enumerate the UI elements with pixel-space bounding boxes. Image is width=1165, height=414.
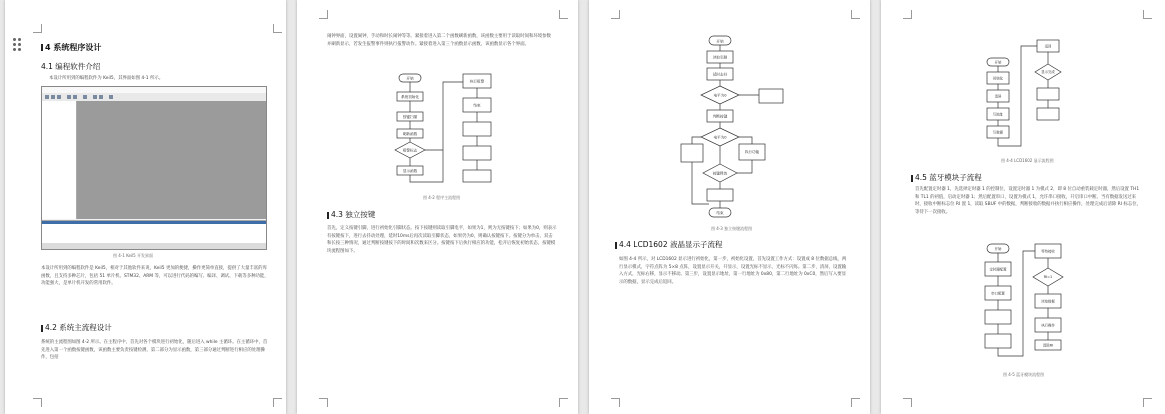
- margin-mark: [903, 398, 912, 407]
- figure-caption: 图 4-4 LCD1602 显示流程图: [1001, 158, 1054, 163]
- figure-caption: 图 4-5 蓝牙模块流程图: [1003, 372, 1045, 377]
- svg-text:刷新函数: 刷新函数: [402, 132, 418, 136]
- subsection-heading: 4.1 编程软件介绍: [41, 62, 101, 71]
- margin-mark: [559, 10, 568, 19]
- drag-handle-icon[interactable]: [13, 38, 23, 50]
- ide-project-pane: [42, 101, 77, 219]
- svg-text:结束: 结束: [473, 103, 481, 108]
- svg-text:执行功能: 执行功能: [744, 150, 760, 154]
- svg-text:按键释放: 按键释放: [712, 171, 728, 176]
- svg-text:写地址: 写地址: [992, 112, 1004, 117]
- subsection-heading: 4.3 独立按键: [327, 209, 375, 220]
- subsection-heading: 4.5 蓝牙模块子流程: [911, 172, 982, 183]
- margin-mark: [319, 10, 328, 19]
- svg-text:系统初始化: 系统初始化: [401, 95, 419, 99]
- svg-text:按键扫描: 按键扫描: [402, 115, 418, 119]
- margin-mark: [33, 398, 42, 407]
- lcd-flowchart: [981, 36, 1071, 156]
- paragraph: 首先配置定时器 1，先选择定时器 1 的控制位，设置定时器 1 为模式 2，即 8 位自动重装载定时器，然后设置 TH1 和 TL1 的初值，启动定时器 1；然后配置串口，设置为模式 1，允许串口接收，开启串口中断。当有数据发送过来时，接收中断标志位 RI 置 1，读取 SBUF 中的数据，判断接收的数据并执行相应操作，处理完成后清除 RI 标志位，等待下一次接收。: [915, 187, 1141, 215]
- ide-output-pane: [42, 220, 266, 243]
- page-4: [881, 0, 1165, 414]
- figure-caption: 图 4-1 Keil5 开发界面: [113, 253, 153, 258]
- margin-mark: [559, 398, 568, 407]
- svg-text:开始: 开始: [716, 39, 724, 44]
- margin-mark: [273, 398, 282, 407]
- figure-caption: 图 4-3 独立按键流程图: [711, 226, 753, 231]
- ide-editor-area: [77, 101, 266, 219]
- paragraph: 闹钟界面，设置闹钟，手动和时长闹钟等等。紧接着进入第二个函数刷新函数，该函数主要用于读取时间和环境参数并刷新显示，若发生报警事件则执行报警动作。紧接着进入第三个函数显示函数，该函数显示各个界面。: [327, 34, 551, 47]
- flow-node-side-3: [463, 122, 491, 136]
- section-heading: 4 系统程序设计: [41, 42, 101, 53]
- page-1: [5, 0, 286, 414]
- svg-text:开始: 开始: [406, 76, 414, 81]
- svg-text:串口配置: 串口配置: [991, 291, 1005, 296]
- key-flowchart: [679, 34, 789, 224]
- svg-text:写数据: 写数据: [992, 130, 1004, 135]
- svg-text:RI=1: RI=1: [1043, 275, 1053, 279]
- ide-statusbar: [42, 243, 266, 249]
- svg-text:初始化: 初始化: [992, 76, 1004, 81]
- flow-node-side-4: [463, 146, 491, 160]
- svg-text:等待接收: 等待接收: [1041, 249, 1055, 254]
- margin-mark: [851, 10, 860, 19]
- margin-mark: [273, 24, 282, 33]
- margin-mark: [1143, 398, 1152, 407]
- svg-text:结束: 结束: [716, 211, 724, 215]
- svg-text:读取数据: 读取数据: [1041, 299, 1055, 304]
- svg-text:报警标志: 报警标志: [402, 148, 418, 153]
- svg-text:电平为0: 电平为0: [713, 135, 727, 140]
- svg-text:清除RI: 清除RI: [1042, 343, 1054, 348]
- bluetooth-flowchart: [981, 240, 1071, 370]
- flow-node-side-5: [463, 170, 491, 182]
- svg-text:读取引脚: 读取引脚: [712, 55, 728, 60]
- svg-text:电平为0: 电平为0: [713, 93, 727, 98]
- svg-text:延时去抖: 延时去抖: [712, 72, 728, 77]
- margin-mark: [611, 398, 620, 407]
- ide-screenshot: [41, 86, 267, 250]
- paragraph: 如图 4-4 所示，对 LCD1602 显示进行初始化，第一步，初始化设置，首先设置工作方式：设置成 8 位数据总线，两行显示模式，字符点阵为 5×8 点阵，设置显示开关，开显示，设置光标不显示，光标不闪烁。第二步，清屏，设置输入方式，光标右移，显示不移动。第三步，设置显示地址，第一行地址为 0x80，第二行地址为 0xC0，然后写入要显示的数据，显示完成后返回。: [619, 257, 847, 285]
- svg-text:开始: 开始: [994, 247, 1002, 251]
- margin-mark: [851, 398, 860, 407]
- paragraph: 首先，定义按键引脚，进行初始化引脚状态。按下按键则读取引脚电平，如果为1，则为无按键按下；如果为0，则表示有按键按下，进行去抖动处理，延时10ms后再次读取引脚状态，如果仍为0，则确认按键按下。按键分为单击、双击和长按三种情况，通过判断按键按下的时间和次数来区分。按键按下后执行相应的功能，松开后恢复初始状态，按键模块流程图如下。: [327, 226, 557, 254]
- svg-text:清屏: 清屏: [994, 94, 1002, 99]
- margin-mark: [319, 398, 328, 407]
- paragraph: 本设计所用到的编程软件为 Keil5，其界面如图 4-1 所示。: [49, 76, 164, 81]
- paragraph: 本设计所用到的编程软件是 Keil5，相对于其他软件来说，Keil5 更加的便捷，操作更简单直接，提供了大量丰富的库函数，且支持多种芯片，包括 51 单片机、STM32、ARM 等，可以进行代码的编写、编译、调试、下载等多种功能，功能强大，是单片机开发的常用软件。: [41, 266, 269, 287]
- subsection-heading: 4.2 系统主流程设计: [41, 322, 112, 333]
- subsection-heading: 4.4 LCD1602 液晶显示子流程: [615, 239, 722, 250]
- main-flowchart: [393, 70, 503, 190]
- svg-text:显示函数: 显示函数: [402, 169, 418, 173]
- paragraph: 系统的主流程图如图 4-2 所示。在主程序中，首先对各个模块进行初始化，随后进入 while 主循环。在主循环中，首先进入第一个函数按键函数，该函数主要负责按键检测，第二部分为显示函数，第三部分通过判断进行相应的处理操作，包括: [41, 340, 268, 361]
- svg-text:返回: 返回: [1044, 44, 1052, 49]
- svg-text:开始: 开始: [994, 60, 1002, 65]
- svg-text:判断按键: 判断按键: [712, 114, 728, 119]
- svg-text:显示完成: 显示完成: [1041, 70, 1055, 74]
- svg-text:执行报警: 执行报警: [469, 79, 485, 84]
- margin-mark: [611, 10, 620, 19]
- svg-text:执行操作: 执行操作: [1041, 323, 1055, 328]
- svg-text:定时器配置: 定时器配置: [989, 267, 1007, 272]
- page-3: [589, 0, 870, 414]
- margin-mark: [1143, 10, 1152, 19]
- page-2: [297, 0, 578, 414]
- margin-mark: [903, 10, 912, 19]
- margin-mark: [33, 24, 42, 33]
- figure-caption: 图 4-2 程序主流程图: [423, 195, 461, 200]
